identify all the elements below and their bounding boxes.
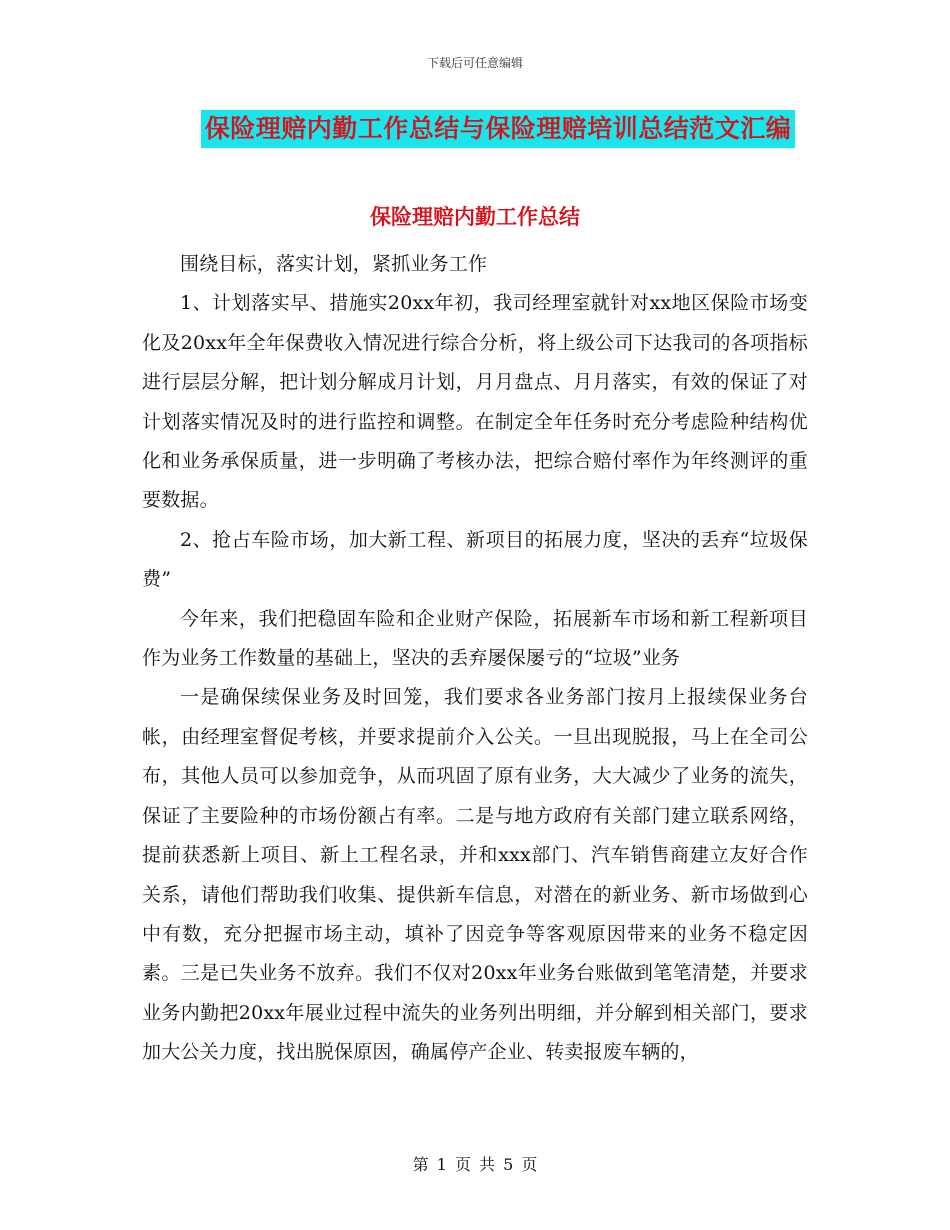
paragraph: 围绕目标，落实计划，紧抓业务工作	[180, 253, 488, 275]
section-title: 保险理赔内勤工作总结	[370, 205, 580, 229]
paragraph: 2、抢占车险市场，加大新工程、新项目的拓展力度，坚决的丢弃“垃圾保费”	[142, 528, 808, 591]
document-title: 保险理赔内勤工作总结与保险理赔培训总结范文汇编	[201, 110, 796, 148]
paragraph: 一是确保续保业务及时回笼，我们要求各业务部门按月上报续保业务台帐，由经理室督促考核，并要求提前介入公关。一旦出现脱报，马上在全司公布，其他人员可以参加竞争，从而巩固了原有业务，大大减少了业务的流失，保证了主要险种的市场份额占有率。二是与地方政府有关部门建立联系网络，提前获悉新上项目、新上工程名录，并和xxx部门、汽车销售商建立友好合作关系，请他们帮助我们收集、提供新车信息，对潜在的新业务、新市场做到心中有数，充分把握市场主动，填补了因竞争等客观原因带来的业务不稳定因素。三是已失业务不放弃。我们不仅对20xx年业务台账做到笔笔清楚，并要求业务内勤把20xx年展业过程中流失的业务列出明细，并分解到相关部门，要求加大公关力度，找出脱保原因，确属停产企业、转卖报废车辆的，	[142, 686, 808, 1064]
document-body	[142, 245, 808, 1073]
document-title-container	[0, 110, 950, 148]
page-number-footer: 第 1 页 共 5 页	[412, 1155, 538, 1174]
paragraph: 1、计划落实早、措施实20xx年初，我司经理室就针对xx地区保险市场变化及20xx年全年保费收入情况进行综合分析，将上级公司下达我司的各项指标进行层层分解，把计划分解成月计划，月月盘点、月月落实，有效的保证了对计划落实情况及时的进行监控和调整。在制定全年任务时充分考虑险种结构优化和业务承保质量，进一步明确了考核办法，把综合赔付率作为年终测评的重要数据。	[142, 292, 808, 512]
page-header-note: 下载后可任意编辑	[426, 56, 523, 70]
paragraph: 今年来，我们把稳固车险和企业财产保险，拓展新车市场和新工程新项目作为业务工作数量的基础上，坚决的丢弃屡保屡亏的“垃圾”业务	[142, 607, 808, 670]
